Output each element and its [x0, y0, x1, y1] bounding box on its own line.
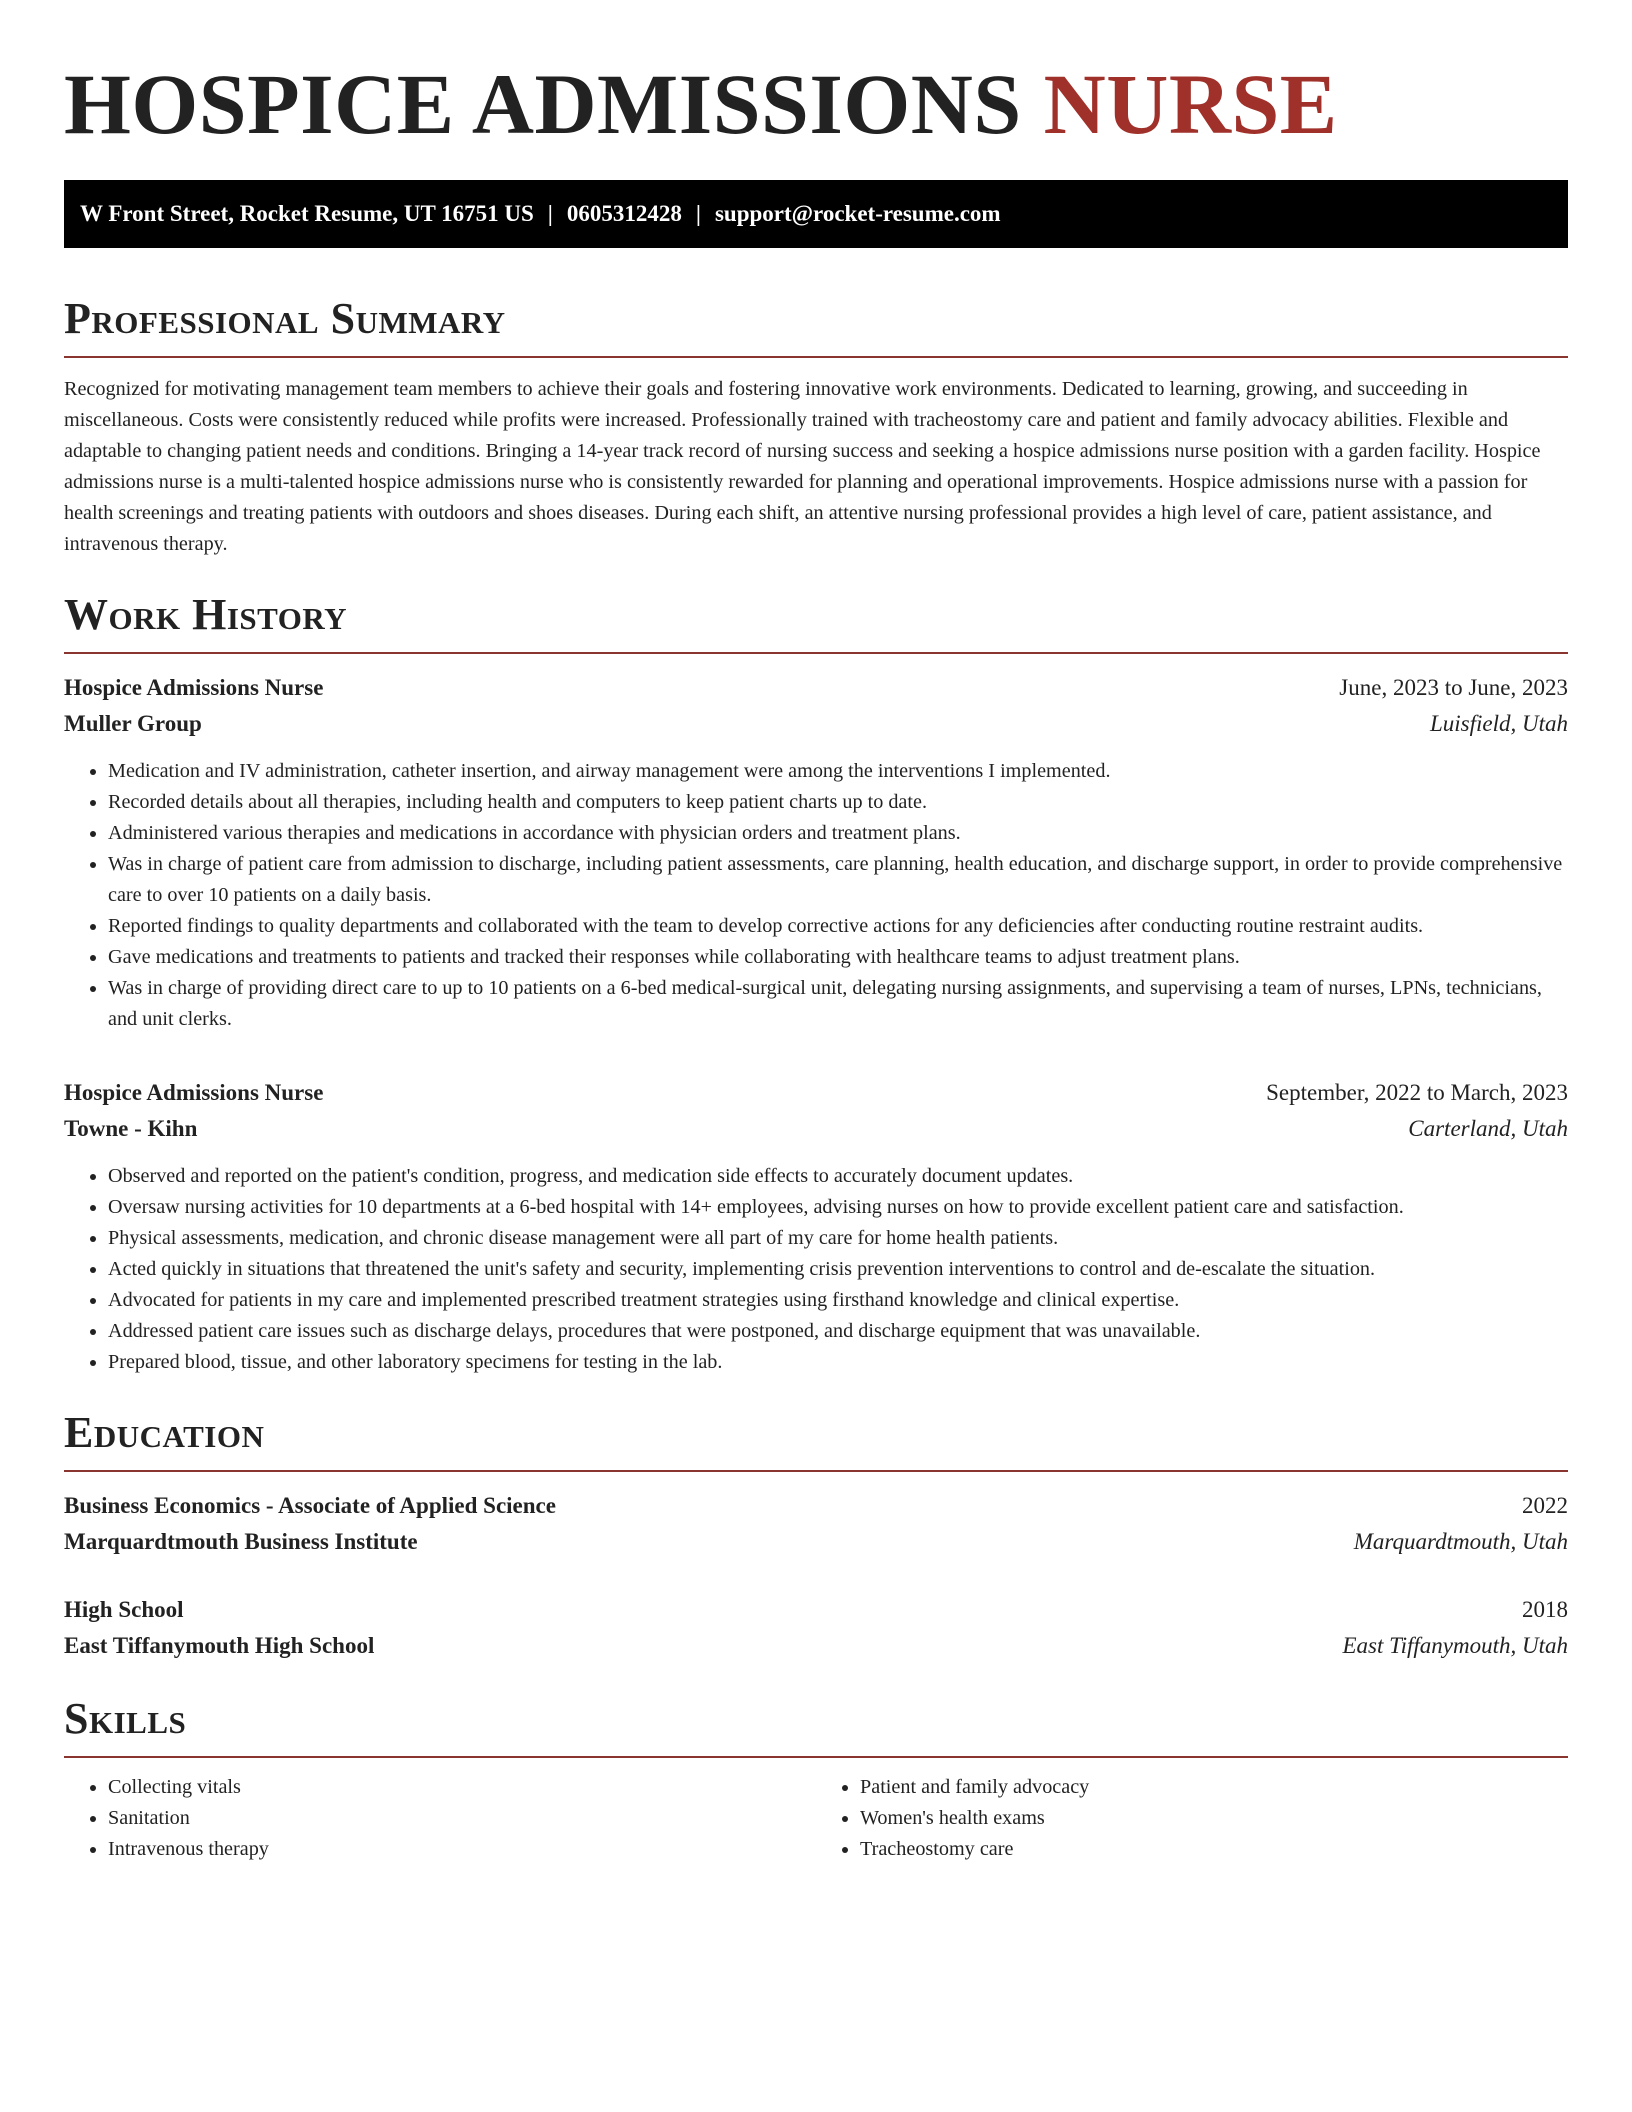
education-entry: [64, 1592, 1568, 1664]
education-school-row: [64, 1524, 1568, 1560]
job-company-row: [64, 706, 1568, 742]
contact-phone: 0605312428: [566, 201, 682, 226]
job-title: Hospice Admissions Nurse: [64, 1080, 324, 1105]
education-school: East Tiffanymouth High School: [64, 1633, 375, 1658]
job-bullet: • Advocated for patients in my care and implemented prescribed treatment strategies using firsthand knowledge and clinical expertise.: [108, 1285, 1568, 1316]
summary-heading: Professional Summary: [64, 294, 506, 343]
section-divider: [64, 1756, 1568, 1758]
job-bullet: • Prepared blood, tissue, and other laboratory specimens for testing in the lab.: [108, 1347, 1568, 1378]
job-company: Muller Group: [64, 711, 202, 736]
job-bullet: • Reported findings to quality departments and collaborated with the team to develop corrective actions for any deficiencies after conducting routine restraint audits.: [108, 911, 1568, 942]
section-divider: [64, 356, 1568, 358]
job-bullet: • Oversaw nursing activities for 10 departments at a 6-bed hospital with 14+ employees, advising nurses on how to provide excellent patient care and satisfaction.: [108, 1192, 1568, 1223]
job-bullet: • Medication and IV administration, catheter insertion, and airway management were among the interventions I implemented.: [108, 756, 1568, 787]
job-bullets: [64, 756, 1568, 1035]
job-entry: [64, 670, 1568, 1035]
job-title: Hospice Admissions Nurse: [64, 675, 324, 700]
job-bullet: • Was in charge of patient care from admission to discharge, including patient assessments, care planning, health education, and discharge support, in order to provide comprehensive care to over 10 patients on a daily basis.: [108, 849, 1568, 911]
contact-bar: [64, 180, 1568, 248]
job-entry: [64, 1075, 1568, 1378]
title-accent: NURSE: [1043, 56, 1338, 152]
job-dates: September, 2022 to March, 2023: [1266, 1080, 1568, 1105]
summary-text: Recognized for motivating management team members to achieve their goals and fostering innovative work environments. Dedicated to learning, growing, and succeeding in miscellaneous. Costs were consistently reduced while profits were increased. Professionally trained with tracheostomy care and patient and family advocacy abilities. Flexible and adaptable to changing patient needs and conditions. Bringing a 14-year track record of nursing success and seeking a hospice admissions nurse position with a garden facility. Hospice admissions nurse is a multi-talented hospice admissions nurse who is consistently rewarded for planning and operational improvements. Hospice admissions nurse with a passion for health screenings and treating patients with outdoors and shoes diseases. During each shift, an attentive nursing professional provides a high level of care, patient assistance, and intravenous therapy.: [64, 378, 1541, 555]
contact-address: W Front Street, Rocket Resume, UT 16751 US: [80, 201, 534, 226]
skill-item: • Sanitation: [108, 1803, 816, 1834]
job-location: Luisfield, Utah: [1429, 711, 1568, 736]
contact-separator: |: [695, 201, 701, 226]
work-heading: Work History: [64, 590, 348, 639]
job-company-row: [64, 1111, 1568, 1147]
education-school-row: [64, 1628, 1568, 1664]
education-degree-row: [64, 1488, 1568, 1524]
education-section: [64, 1406, 1568, 1664]
job-bullet: • Recorded details about all therapies, including health and computers to keep patient charts up to date.: [108, 787, 1568, 818]
skills-section: [64, 1692, 1568, 1865]
job-header-row: [64, 1075, 1568, 1111]
job-bullet: • Was in charge of providing direct care to up to 10 patients on a 6-bed medical-surgical unit, delegating nursing assignments, and supervising a team of nurses, LPNs, technicians, and unit clerks.: [108, 973, 1568, 1035]
skills-left-column: [64, 1772, 816, 1865]
contact-separator: |: [547, 201, 553, 226]
education-location: Marquardtmouth, Utah: [1353, 1529, 1568, 1554]
skills-columns: [64, 1772, 1568, 1865]
education-school: Marquardtmouth Business Institute: [64, 1529, 418, 1554]
title-main: HOSPICE ADMISSIONS: [64, 56, 1022, 152]
contact-email: support@rocket-resume.com: [714, 201, 1001, 226]
skill-item: • Tracheostomy care: [860, 1834, 1568, 1865]
job-bullet: • Acted quickly in situations that threatened the unit's safety and security, implementing crisis prevention interventions to control and de-escalate the situation.: [108, 1254, 1568, 1285]
resume-title: [64, 54, 1568, 154]
job-dates: June, 2023 to June, 2023: [1339, 675, 1568, 700]
education-degree-row: [64, 1592, 1568, 1628]
job-company: Towne - Kihn: [64, 1116, 198, 1141]
job-bullets: [64, 1161, 1568, 1378]
education-entry: [64, 1488, 1568, 1560]
job-location: Carterland, Utah: [1408, 1116, 1568, 1141]
skill-item: • Women's health exams: [860, 1803, 1568, 1834]
skills-heading: Skills: [64, 1694, 187, 1743]
summary-section: [64, 292, 1568, 560]
education-year: 2018: [1522, 1597, 1568, 1622]
skill-item: • Intravenous therapy: [108, 1834, 816, 1865]
section-divider: [64, 1470, 1568, 1472]
skill-item: • Patient and family advocacy: [860, 1772, 1568, 1803]
skill-item: • Collecting vitals: [108, 1772, 816, 1803]
work-section: [64, 588, 1568, 1378]
education-degree: Business Economics - Associate of Applied Science: [64, 1493, 556, 1518]
skills-right-column: [816, 1772, 1568, 1865]
job-header-row: [64, 670, 1568, 706]
job-bullet: • Observed and reported on the patient's condition, progress, and medication side effects to accurately document updates.: [108, 1161, 1568, 1192]
job-bullet: • Gave medications and treatments to patients and tracked their responses while collaborating with healthcare teams to adjust treatment plans.: [108, 942, 1568, 973]
education-year: 2022: [1522, 1493, 1568, 1518]
job-bullet: • Addressed patient care issues such as discharge delays, procedures that were postponed, and discharge equipment that was unavailable.: [108, 1316, 1568, 1347]
education-heading: Education: [64, 1408, 265, 1457]
job-bullet: • Administered various therapies and medications in accordance with physician orders and treatment plans.: [108, 818, 1568, 849]
education-degree: High School: [64, 1597, 184, 1622]
education-location: East Tiffanymouth, Utah: [1342, 1633, 1568, 1658]
section-divider: [64, 652, 1568, 654]
job-bullet: • Physical assessments, medication, and chronic disease management were all part of my care for home health patients.: [108, 1223, 1568, 1254]
